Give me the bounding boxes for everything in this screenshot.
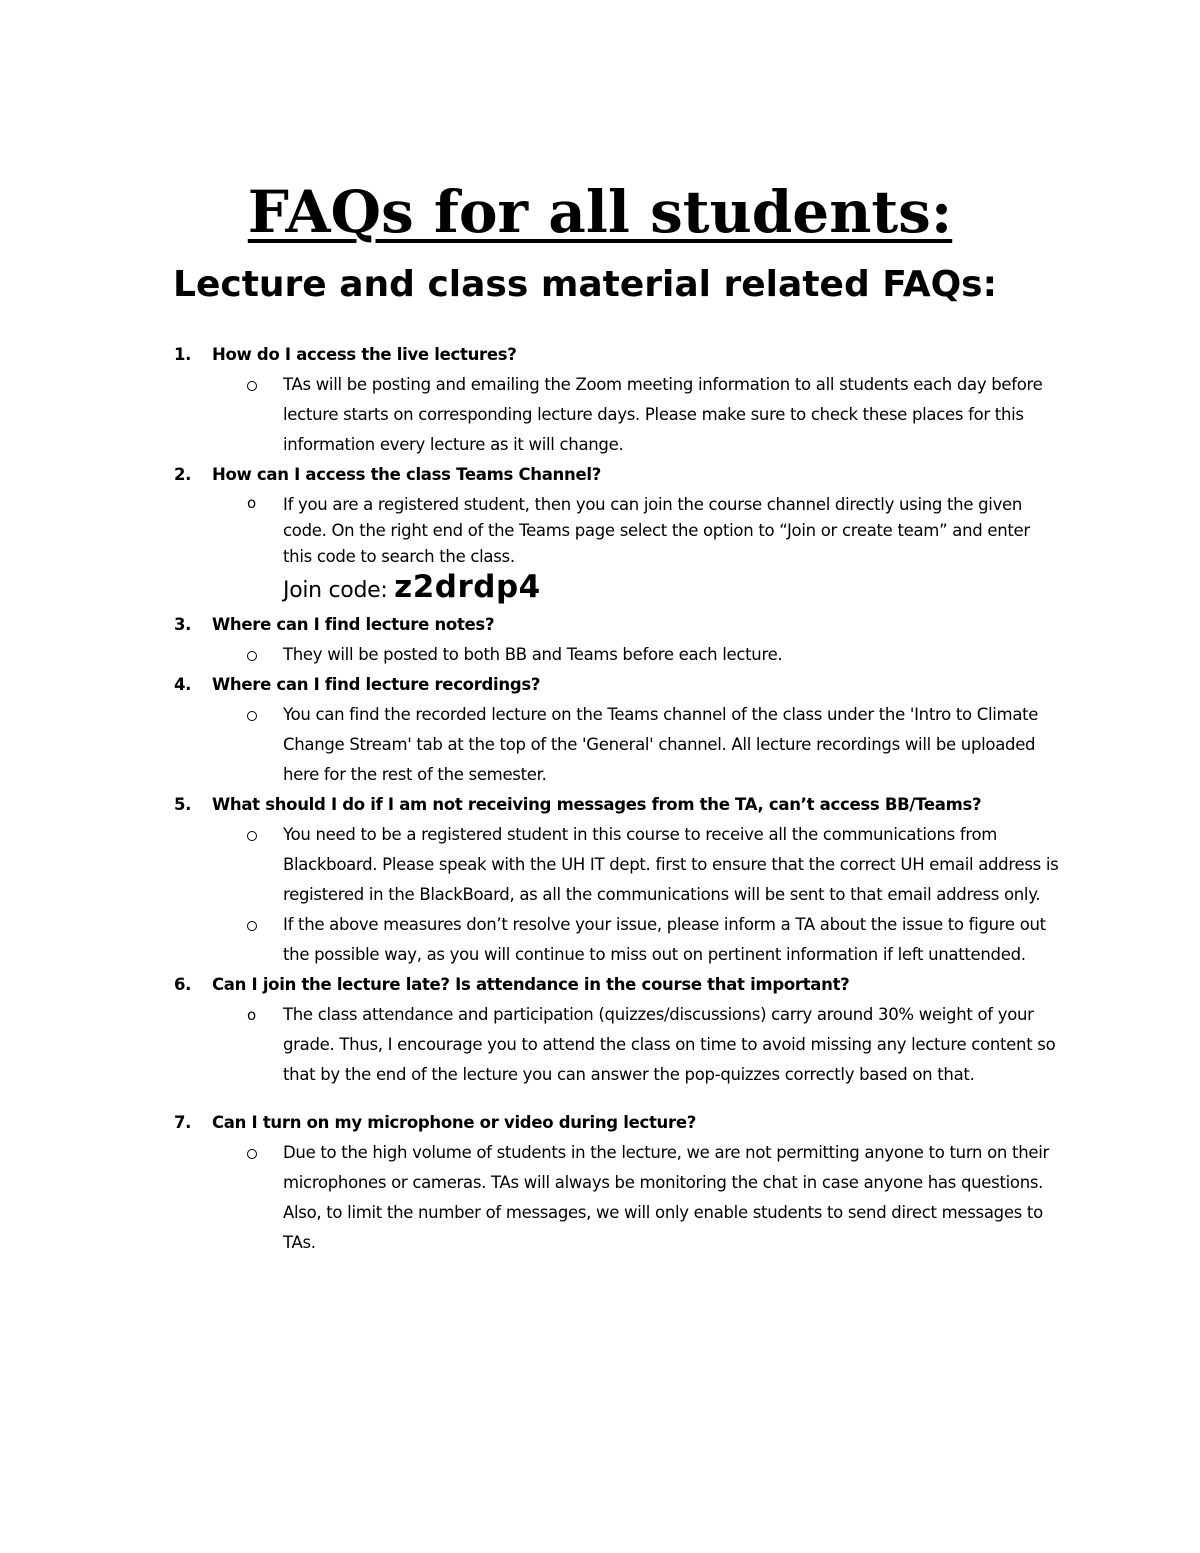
faq-answer-text: Due to the high volume of students in the lecture, we are not permitting anyone to turn on their microphones or cameras. TAs will always be monitoring the chat in case anyone has questions. Also, to limit the number of messages, we will only enable students to send direct messages to TAs. <box>283 1143 1049 1252</box>
faq-answers <box>0 1138 1200 1258</box>
faq-item-7 <box>0 1108 1200 1258</box>
join-code-line <box>283 570 1200 610</box>
faq-answers <box>0 1000 1200 1090</box>
faq-answer <box>247 1000 1063 1090</box>
faq-question: Can I join the lecture late? Is attendance in the course that important? <box>212 975 850 994</box>
faq-list <box>0 340 1200 1258</box>
faq-item-5 <box>0 790 1200 970</box>
faq-question: Can I turn on my microphone or video during lecture? <box>212 1113 697 1132</box>
faq-answers <box>0 490 1200 570</box>
faq-answer <box>283 700 1063 790</box>
faq-number: 1. <box>174 345 192 364</box>
faq-number: 5. <box>174 795 192 814</box>
faq-number: 7. <box>174 1113 192 1132</box>
faq-item-1 <box>0 340 1200 460</box>
join-code-value: z2drdp4 <box>394 569 541 605</box>
faq-answer <box>283 640 1063 670</box>
faq-question: Where can I find lecture recordings? <box>212 675 541 694</box>
join-code-label: Join code: <box>283 578 395 603</box>
faq-answer <box>283 820 1063 910</box>
faq-number: 2. <box>174 465 192 484</box>
letter-o-bullet-icon: o <box>247 494 256 512</box>
faq-answers <box>0 820 1200 970</box>
faq-answer-text: You can find the recorded lecture on the Teams channel of the class under the 'Intro to Climate Change Stream' tab at the top of the 'General' channel. All lecture recordings will be uploaded here for the rest of the semester. <box>283 705 1039 784</box>
faq-item-4 <box>0 670 1200 790</box>
spacer <box>0 1090 1200 1108</box>
faq-answer <box>283 1138 1063 1258</box>
faq-question: How do I access the live lectures? <box>212 345 517 364</box>
faq-answer <box>283 910 1063 970</box>
faq-question: What should I do if I am not receiving messages from the TA, can’t access BB/Teams? <box>212 795 982 814</box>
page-title: FAQs for all students: <box>247 178 953 246</box>
faq-number: 6. <box>174 975 192 994</box>
faq-item-6 <box>0 970 1200 1108</box>
letter-o-bullet-icon: o <box>247 1006 256 1024</box>
faq-answer-text: If the above measures don’t resolve your issue, please inform a TA about the issue to figure out the possible way, as you will continue to miss out on pertinent information if left unattended. <box>283 915 1046 964</box>
faq-answer-text: They will be posted to both BB and Teams before each lecture. <box>283 645 783 664</box>
faq-number: 3. <box>174 615 192 634</box>
faq-item-3 <box>0 610 1200 670</box>
faq-answer-text: TAs will be posting and emailing the Zoom meeting information to all students each day before lecture starts on corresponding lecture days. Please make sure to check these places for this information every lecture as it will change. <box>283 375 1043 454</box>
faq-number: 4. <box>174 675 192 694</box>
faq-answer-text: If you are a registered student, then you can join the course channel directly using the given code. On the right end of the Teams page select the option to “Join or create team” and enter this code to search the class. <box>283 495 1030 566</box>
faq-answers <box>0 370 1200 460</box>
faq-answers <box>0 640 1200 670</box>
faq-item-2 <box>0 460 1200 610</box>
faq-answers <box>0 700 1200 790</box>
faq-answer <box>283 370 1063 460</box>
faq-answer-text: The class attendance and participation (quizzes/discussions) carry around 30% weight of your grade. Thus, I encourage you to attend the class on time to avoid missing any lecture content so that by the end of the lecture you can answer the pop-quizzes correctly based on that. <box>283 1005 1056 1084</box>
page-subtitle: Lecture and class material related FAQs: <box>173 264 997 305</box>
faq-answer <box>247 490 1063 570</box>
faq-question: How can I access the class Teams Channel? <box>212 465 601 484</box>
faq-answer-text: You need to be a registered student in this course to receive all the communications from Blackboard. Please speak with the UH IT dept. first to ensure that the correct UH email address is registered in the BlackBoard, as all the communications will be sent to that email address only. <box>283 825 1059 904</box>
faq-question: Where can I find lecture notes? <box>212 615 495 634</box>
